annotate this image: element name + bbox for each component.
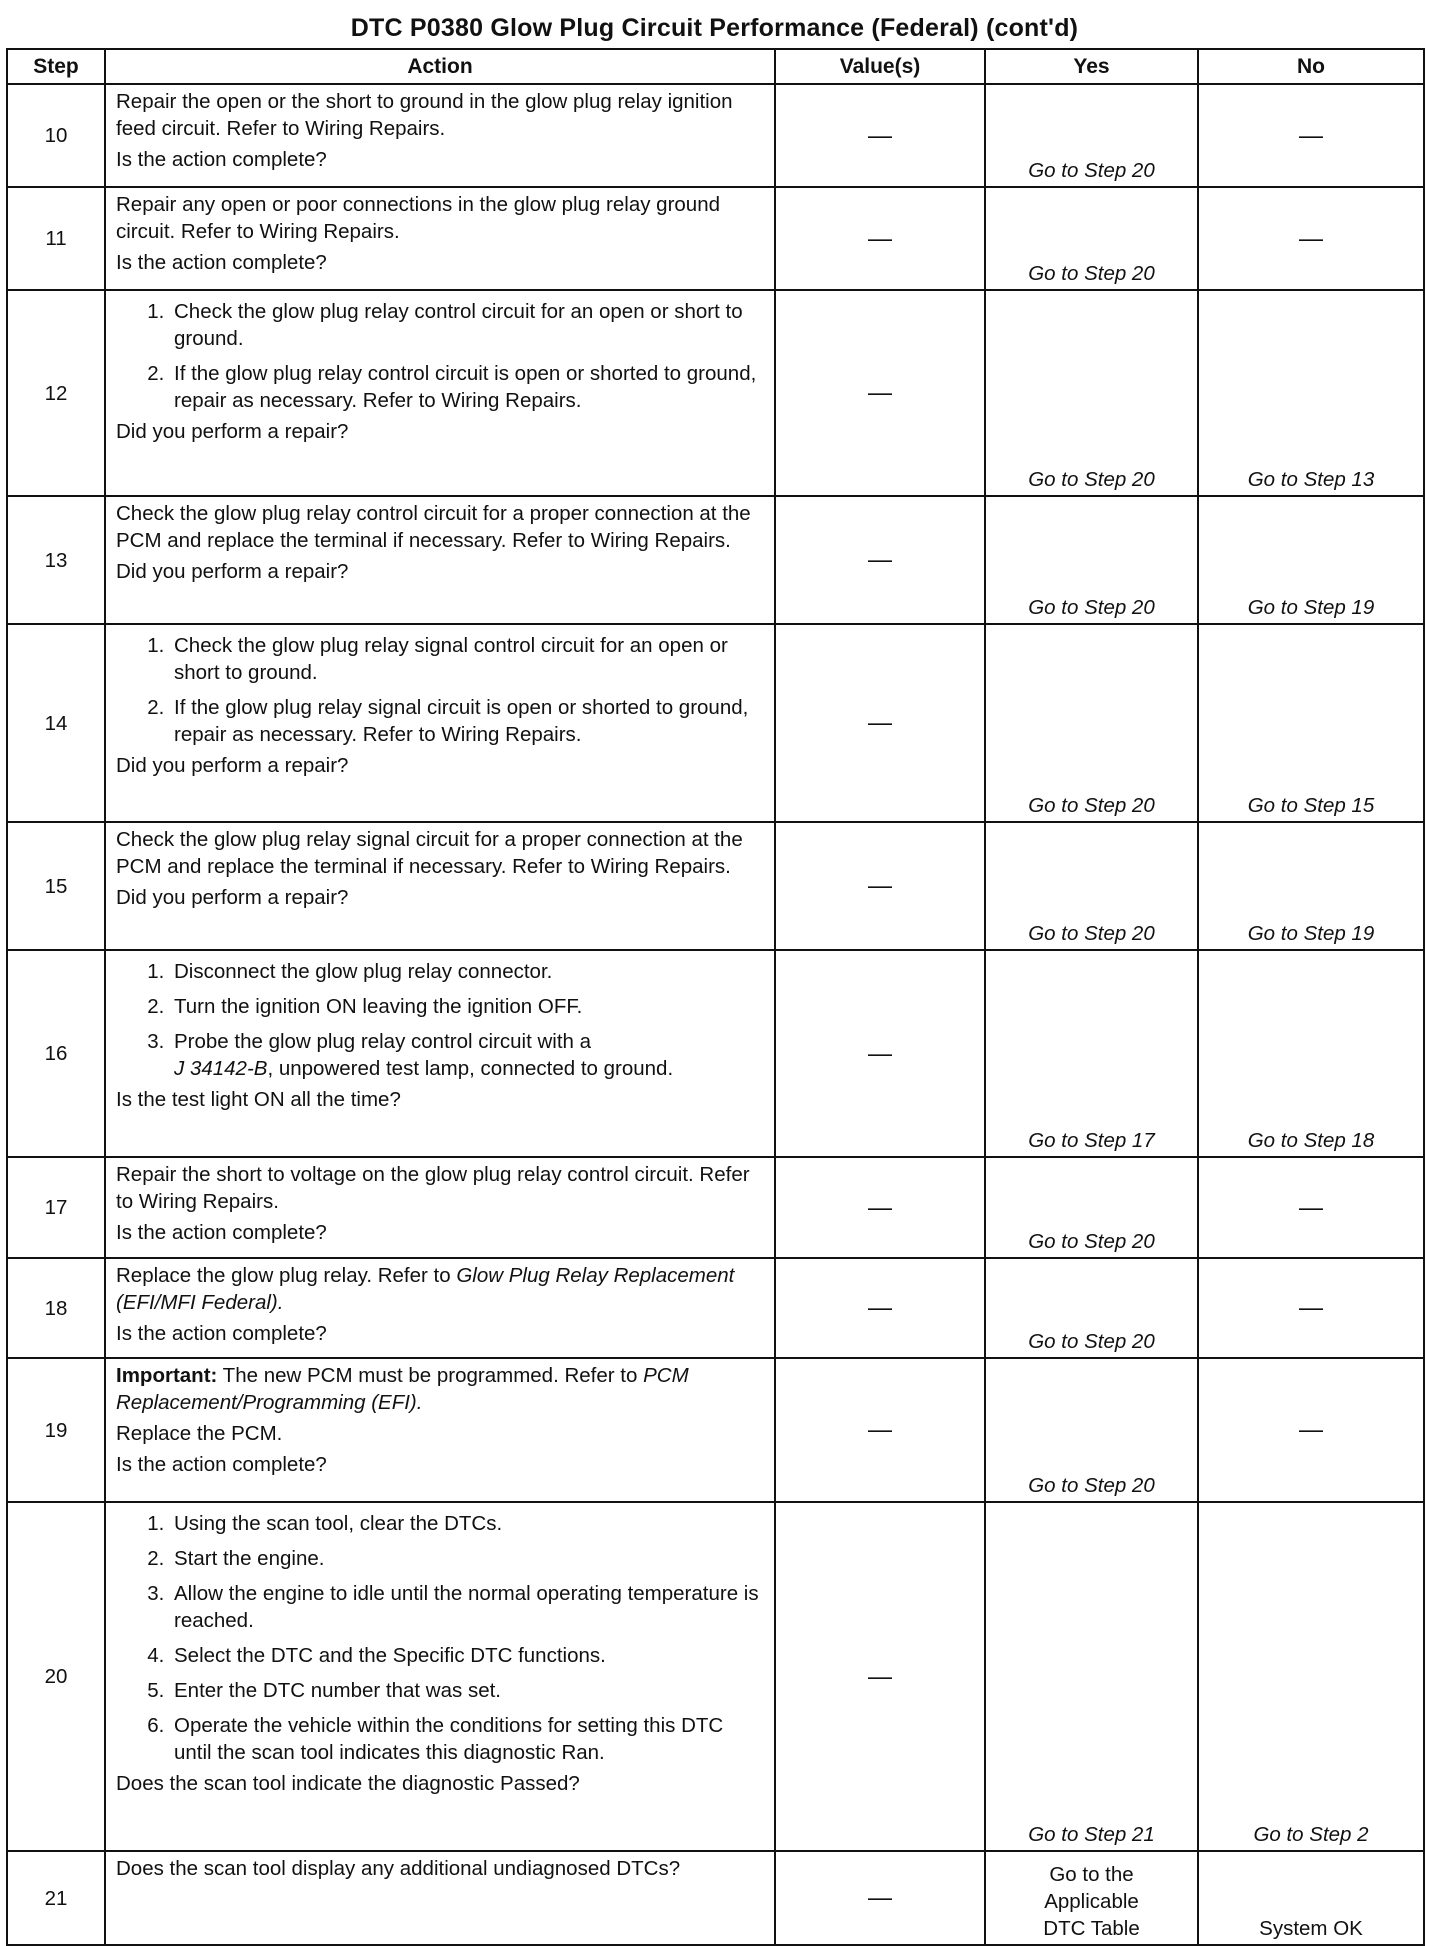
yes-result: Go to Step 17 [1028, 1129, 1155, 1152]
table-row [7, 1502, 1424, 1851]
no-result: — [1299, 1416, 1323, 1444]
step-number: 13 [7, 496, 105, 624]
tool-number: J 34142-B [174, 1057, 268, 1080]
action-steps: 1. Check the glow plug relay signal control circuit for an open or short to ground. 2. If the glow plug relay signal circuit is open or shorted to ground, repair as necessary. Refer to Wiring Repairs. [116, 632, 764, 748]
question: Is the action complete? [116, 148, 327, 171]
header-no: No [1198, 49, 1424, 84]
yes-result: Go to Step 20 [1028, 262, 1155, 285]
question: Is the action complete? [116, 1453, 327, 1476]
step-number: 18 [7, 1258, 105, 1358]
header-values: Value(s) [775, 49, 985, 84]
value-dash: — [868, 122, 892, 149]
question: Is the action complete? [116, 1322, 327, 1345]
yes-result: Go to Step 20 [1028, 794, 1155, 817]
value-dash: — [868, 872, 892, 900]
header-step: Step [7, 49, 105, 84]
value-dash: — [868, 709, 892, 737]
table-row [7, 1851, 1424, 1945]
value-dash: — [868, 1194, 892, 1221]
no-result: — [1299, 1194, 1323, 1221]
yes-result: Go to Step 20 [1028, 922, 1155, 945]
table-row [7, 1157, 1424, 1258]
yes-result: Go to Step 20 [1028, 1330, 1155, 1353]
action-steps: 1. Using the scan tool, clear the DTCs. 2. Start the engine. 3. Allow the engine to idle until the normal operating temperature is reached. 4. Select the DTC and the Specific DTC functions. 5. Enter the DTC number that was set. 6. Operate the vehicle within the conditions for setting this DTC until the scan tool indicates this diagnostic Ran. [116, 1510, 764, 1766]
question: Does the scan tool indicate the diagnostic Passed? [116, 1772, 580, 1795]
value-dash: — [868, 1294, 892, 1322]
no-result: System OK [1259, 1917, 1363, 1940]
step-number: 19 [7, 1358, 105, 1502]
yes-result: Go to the Applicable DTC Table [1043, 1863, 1140, 1940]
no-result: Go to Step 19 [1247, 922, 1375, 945]
action-cell [105, 1502, 775, 1851]
no-result: — [1299, 122, 1323, 149]
table-row [7, 624, 1424, 822]
action-cell [105, 624, 775, 822]
value-dash: — [868, 225, 892, 252]
header-yes: Yes [985, 49, 1198, 84]
no-result: Go to Step 18 [1247, 1129, 1375, 1152]
question: Did you perform a repair? [116, 754, 349, 777]
action-cell: Replace the glow plug relay. Refer to Glow Plug Relay Replacement (EFI/MFI Federal). Is the action complete? [105, 1258, 775, 1358]
value-dash: — [868, 1884, 892, 1912]
value-dash: — [868, 546, 892, 574]
step-number: 14 [7, 624, 105, 822]
question: Is the action complete? [116, 251, 327, 274]
diagnostic-table [6, 48, 1425, 1946]
action-cell: Repair the open or the short to ground in the glow plug relay ignition feed circuit. Refer to Wiring Repairs. Is the action complete? [105, 84, 775, 187]
action-cell [105, 950, 775, 1157]
step-number: 12 [7, 290, 105, 496]
no-result: — [1299, 225, 1323, 252]
table-row [7, 187, 1424, 290]
question: Is the action complete? [116, 1221, 327, 1244]
step-number: 10 [7, 84, 105, 187]
question: Did you perform a repair? [116, 420, 349, 443]
important-label: Important: [116, 1364, 218, 1387]
question: Did you perform a repair? [116, 886, 349, 909]
header-action: Action [105, 49, 775, 84]
yes-result: Go to Step 20 [1028, 159, 1155, 182]
no-result: Go to Step 19 [1247, 596, 1375, 619]
no-result: Go to Step 15 [1247, 794, 1375, 817]
yes-result: Go to Step 20 [1028, 1474, 1155, 1497]
no-result: Go to Step 2 [1253, 1823, 1369, 1846]
no-result: Go to Step 13 [1247, 468, 1375, 491]
action-cell: Does the scan tool display any additional undiagnosed DTCs? [105, 1851, 775, 1945]
value-dash: — [868, 1040, 892, 1067]
table-row [7, 496, 1424, 624]
step-number: 11 [7, 187, 105, 290]
yes-result: Go to Step 21 [1028, 1823, 1155, 1846]
value-dash: — [868, 1663, 892, 1690]
table-row [7, 290, 1424, 496]
table-row [7, 1258, 1424, 1358]
action-cell: Check the glow plug relay signal circuit for a proper connection at the PCM and replace the terminal if necessary. Refer to Wiring Repairs. Did you perform a repair? [105, 822, 775, 950]
yes-result: Go to Step 20 [1028, 596, 1155, 619]
table-row [7, 1358, 1424, 1502]
value-dash: — [868, 379, 892, 407]
action-steps: 1. Disconnect the glow plug relay connector. 2. Turn the ignition ON leaving the ignition OFF. 3. Probe the glow plug relay control circuit with a J 34142-B, unpowered test lamp, connected to ground. [116, 958, 764, 1082]
yes-result: Go to Step 20 [1028, 1230, 1155, 1253]
action-cell: Check the glow plug relay control circuit for a proper connection at the PCM and replace the terminal if necessary. Refer to Wiring Repairs. Did you perform a repair? [105, 496, 775, 624]
step-number: 17 [7, 1157, 105, 1258]
question: Did you perform a repair? [116, 560, 349, 583]
reference-title: PCM Replacement/Programming (EFI). [116, 1364, 689, 1414]
action-cell [105, 290, 775, 496]
table-row [7, 84, 1424, 187]
no-result: — [1299, 1294, 1323, 1322]
step-number: 20 [7, 1502, 105, 1851]
action-cell: Important: The new PCM must be programmed. Refer to PCM Replacement/Programming (EFI). Replace the PCM. Is the action complete? [105, 1358, 775, 1502]
page [6, 8, 1423, 1946]
header-row [7, 49, 1424, 84]
action-steps: 1. Check the glow plug relay control circuit for an open or short to ground. 2. If the glow plug relay control circuit is open or shorted to ground, repair as necessary. Refer to Wiring Repairs. [116, 298, 764, 414]
page-title: DTC P0380 Glow Plug Circuit Performance (Federal) (cont'd) [350, 14, 1079, 42]
table-row [7, 950, 1424, 1157]
reference-title: Glow Plug Relay Replacement (EFI/MFI Federal). [116, 1264, 735, 1314]
step-number: 16 [7, 950, 105, 1157]
value-dash: — [868, 1416, 892, 1444]
table-row [7, 822, 1424, 950]
action-cell: Repair the short to voltage on the glow plug relay control circuit. Refer to Wiring Repairs. Is the action complete? [105, 1157, 775, 1258]
yes-result: Go to Step 20 [1028, 468, 1155, 491]
step-number: 15 [7, 822, 105, 950]
step-number: 21 [7, 1851, 105, 1945]
question: Is the test light ON all the time? [116, 1088, 401, 1111]
action-cell: Repair any open or poor connections in the glow plug relay ground circuit. Refer to Wiring Repairs. Is the action complete? [105, 187, 775, 290]
